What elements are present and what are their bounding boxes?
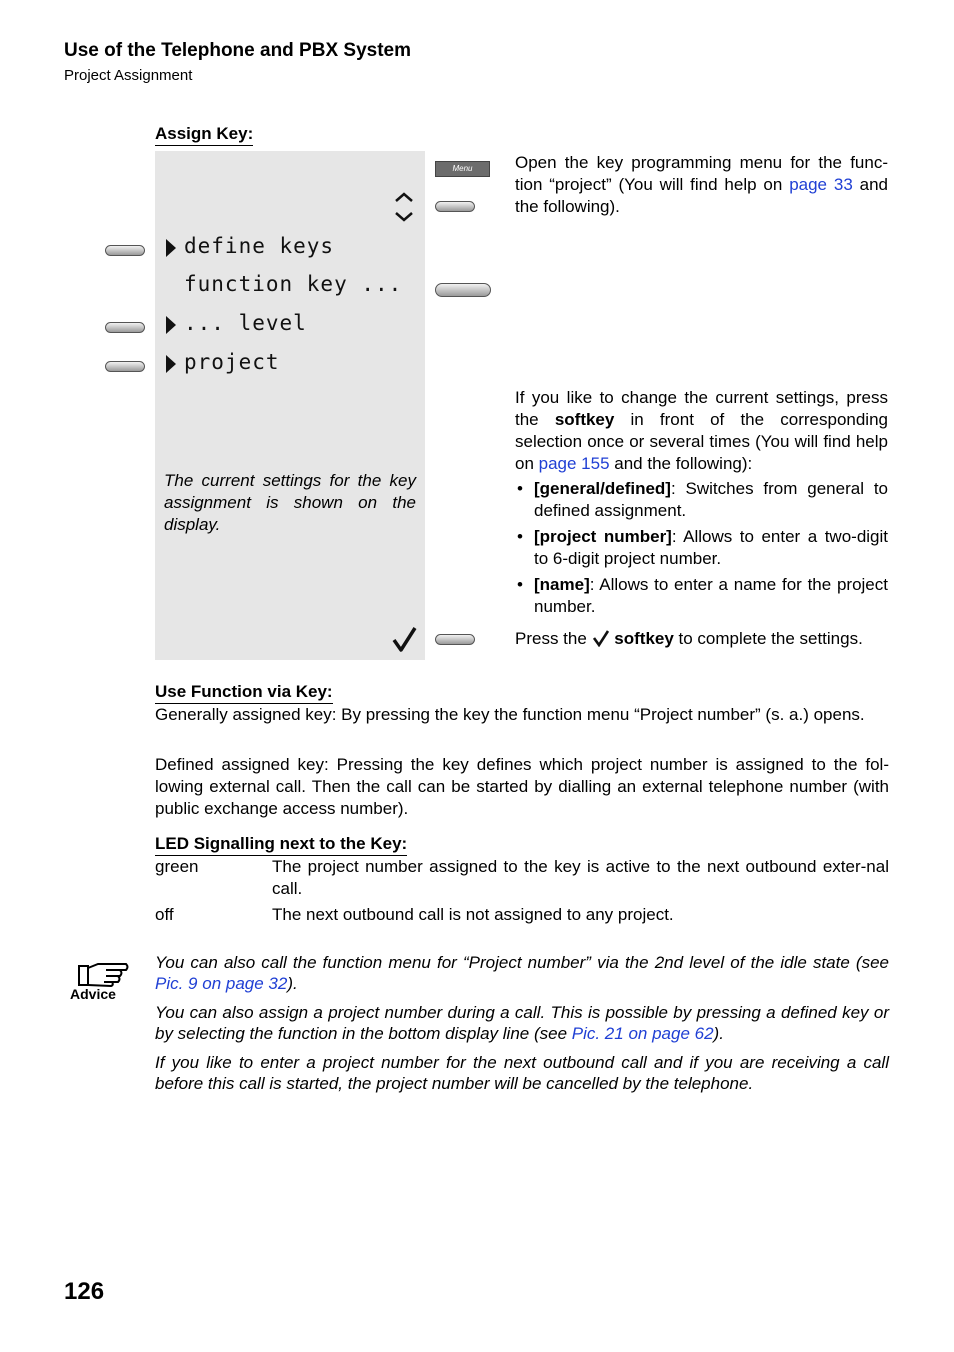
led-description: The project number assigned to the key is active to the next outbound exter-nal call. [272, 857, 889, 898]
page-link[interactable]: page 33 [789, 175, 853, 194]
step-change-settings: If you like to change the current settings, press the softkey in front of the corresponding selection once or several times (You will find help on page 155 and the following): [515, 388, 888, 473]
advice-paragraph-3: If you like to enter a project number for the next outbound call and if you are receiving a call before this call is started, the project number will be cancelled by the telephone. [155, 1053, 889, 1093]
led-term: green [155, 857, 199, 876]
display-line-level: ... level [184, 311, 307, 335]
checkmark-icon [392, 626, 418, 654]
use-function-heading: Use Function via Key: [155, 682, 333, 704]
pointing-hand-icon [76, 958, 130, 988]
page-number: 126 [64, 1278, 105, 1305]
use-function-paragraph-1: Generally assigned key: By pressing the key the function menu “Project number” (s. a.) opens. [155, 705, 865, 724]
confirm-softkey[interactable] [435, 634, 475, 645]
nav-key[interactable] [435, 201, 475, 212]
step-complete: Press the softkey to complete the settings. [515, 629, 863, 648]
function-key[interactable] [435, 283, 491, 297]
assign-key-heading: Assign Key: [155, 124, 253, 146]
settings-list [515, 478, 888, 622]
page-link[interactable]: page 155 [538, 454, 610, 473]
softkey-define-keys[interactable] [105, 245, 145, 256]
display-line-function-key: function key ... [184, 272, 403, 296]
pic-link[interactable]: Pic. 9 on page 32 [155, 974, 288, 993]
led-term: off [155, 905, 174, 924]
selection-arrow-icon [166, 239, 176, 257]
section-subtitle: Project Assignment [64, 67, 193, 84]
display-note: The current settings for the key assignment is shown on the display. [164, 471, 416, 534]
selection-arrow-icon [166, 355, 176, 373]
led-heading: LED Signalling next to the Key: [155, 834, 407, 856]
softkey-project[interactable] [105, 361, 145, 372]
pic-link[interactable]: Pic. 21 on page 62 [571, 1024, 714, 1043]
list-item: • [general/defined]: Switches from general to defined assignment. [515, 478, 888, 522]
list-item: • [project number]: Allows to enter a two-digit to 6-digit project number. [515, 526, 888, 570]
step-open-menu: Open the key programming menu for the func-tion “project” (You will find help on page 33 and the following). [515, 153, 889, 216]
led-description: The next outbound call is not assigned to any project. [272, 905, 674, 924]
led-row-green [155, 856, 889, 902]
list-item: • [name]: Allows to enter a name for the project number. [515, 574, 888, 618]
selection-arrow-icon [166, 316, 176, 334]
display-line-project: project [184, 350, 280, 374]
led-row-off [155, 904, 889, 928]
menu-key[interactable]: Menu [435, 161, 490, 177]
up-down-nav-icon [393, 190, 415, 226]
advice-label: Advice [70, 986, 116, 1002]
use-function-paragraph-2: Defined assigned key: Pressing the key defines which project number is assigned to the fol-lowing external call. Then the call can be started by dialling an external telephone number (with public exchange access number). [155, 755, 889, 818]
advice-paragraph-1: You can also call the function menu for “Project number” via the 2nd level of the idle state (see Pic. 9 on page 32). [155, 953, 889, 993]
display-line-define-keys: define keys [184, 234, 335, 258]
softkey-level[interactable] [105, 322, 145, 333]
advice-paragraph-2: You can also assign a project number during a call. This is possible by pressing a defined key or by selecting the function in the bottom display line (see Pic. 21 on page 62). [155, 1003, 889, 1043]
checkmark-icon [592, 629, 610, 647]
phone-display [155, 151, 425, 660]
section-title: Use of the Telephone and PBX System [64, 40, 412, 61]
